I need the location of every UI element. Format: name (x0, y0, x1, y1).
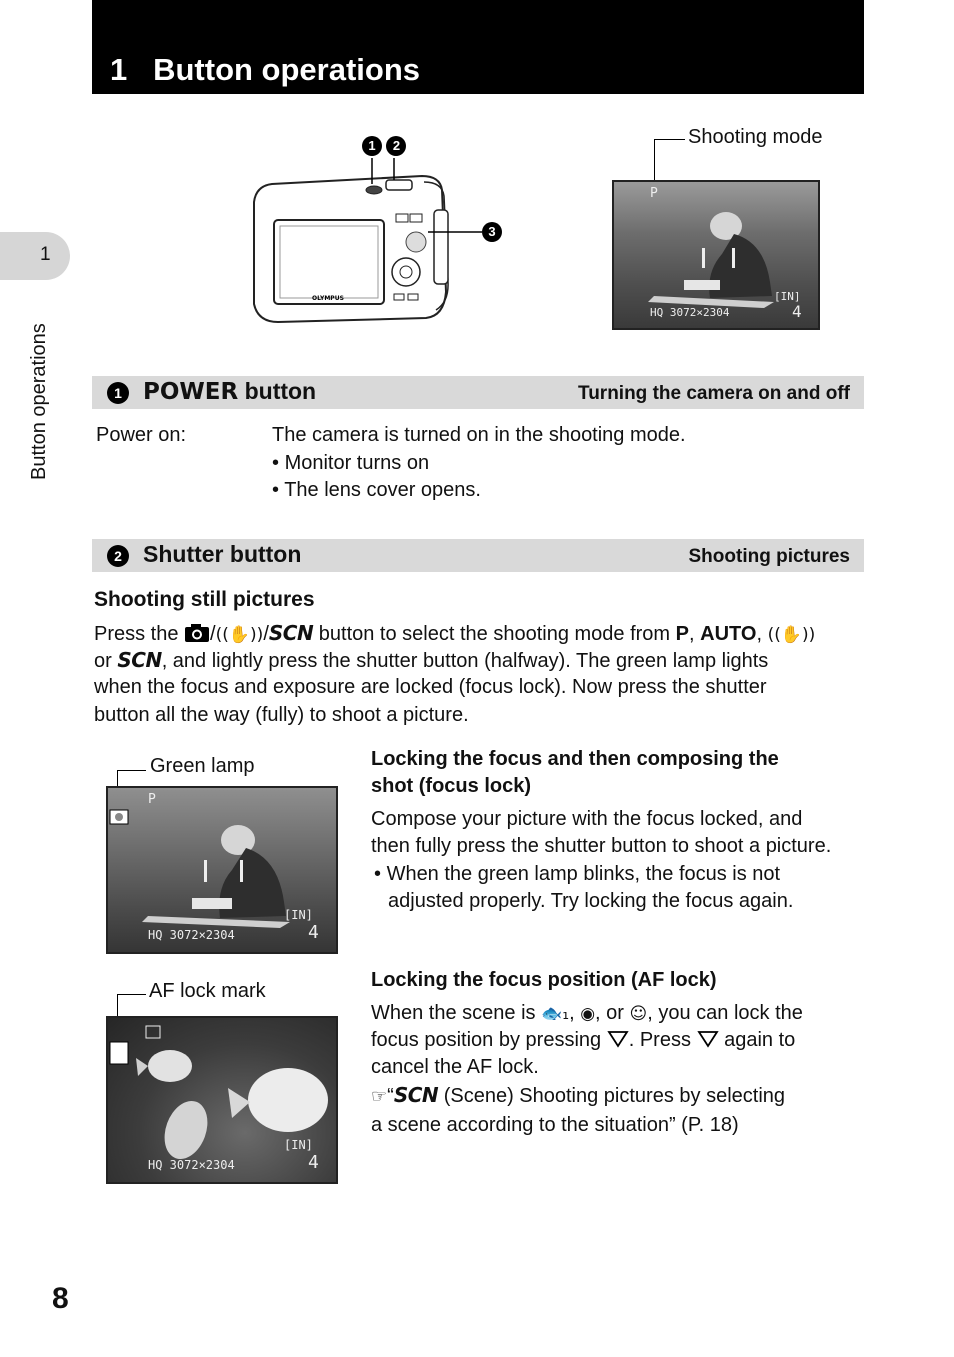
green-lamp-label: Green lamp (150, 755, 255, 777)
callout-1-2 (362, 136, 406, 156)
lcd-count-3: 4 (308, 1152, 319, 1173)
lcd-memory-3: [IN] (284, 1138, 313, 1152)
power-bullet-1-text: Monitor turns on (284, 452, 430, 474)
section-number-2: 2 (107, 545, 129, 567)
focus-lock-body-1: Compose your picture with the focus locked, and (371, 808, 803, 830)
focus-lock-heading-1: Locking the focus and then composing the (371, 748, 779, 770)
still-line-4: button all the way (fully) to shoot a picture. (94, 704, 469, 726)
underwater-macro-icon: ◉ (580, 1004, 596, 1024)
shooting-mode-leader (654, 139, 685, 182)
lcd-preview-2 (106, 786, 338, 954)
power-button-word: button (244, 378, 317, 404)
power-word: POWER (143, 379, 239, 405)
power-bullet-1: • Monitor turns on (272, 452, 430, 474)
arrow-down-icon-2 (697, 1030, 719, 1048)
arrow-down-icon (607, 1030, 629, 1048)
af-lock-heading: Locking the focus position (AF lock) (371, 969, 717, 991)
still-line-2: or SCN, and lightly press the shutter button (halfway). The green lamp lights (94, 648, 769, 672)
scn-icon-3: SCN (393, 1083, 439, 1107)
camera-illustration (244, 132, 514, 332)
anti-shake-icon-2: ((✋)) (767, 625, 816, 645)
chapter-number: 1 (110, 52, 128, 87)
af-lock-ref-2: a scene according to the situation” (P. 18) (371, 1114, 739, 1136)
side-tab-label: Button operations (28, 323, 50, 480)
anti-shake-icon: ((✋)) (215, 625, 264, 645)
section-bar-power (92, 376, 864, 409)
scn-icon-2: SCN (117, 648, 162, 672)
lcd-memory-2: [IN] (284, 908, 313, 922)
section-subtitle-power: Turning the camera on and off (578, 383, 850, 404)
page-number: 8 (52, 1282, 69, 1315)
af-lock-line-1: When the scene is 🐟₁, ◉, or ☺, you can lock the (371, 1002, 803, 1024)
shooting-mode-label: Shooting mode (688, 126, 823, 148)
underwater-wide-icon: 🐟₁ (541, 1004, 570, 1024)
af-lock-label: AF lock mark (149, 980, 266, 1002)
lcd-quality-2: HQ 3072×2304 (148, 928, 235, 942)
lcd-preview-1 (612, 180, 820, 330)
chapter-title-text: Button operations (153, 52, 421, 87)
section-subtitle-shutter: Shooting pictures (688, 546, 850, 567)
lcd-quality-3: HQ 3072×2304 (148, 1158, 235, 1172)
focus-lock-heading-2: shot (focus lock) (371, 775, 532, 797)
section-bar-shutter (92, 539, 864, 572)
lcd-count-2: 4 (308, 922, 319, 943)
af-lock-line-3: cancel the AF lock. (371, 1056, 539, 1078)
chapter-title (110, 52, 420, 88)
power-on-desc: The camera is turned on in the shooting mode. (272, 424, 686, 446)
scene-portrait-icon: ☺ (629, 1004, 648, 1024)
chapter-header (92, 0, 864, 94)
af-lock-ref-1: ☞“SCN (Scene) Shooting pictures by selecting (371, 1083, 786, 1107)
side-tab (0, 232, 70, 280)
callout-3-wrap (482, 222, 502, 242)
power-bullet-2: • The lens cover opens. (272, 479, 481, 501)
lcd-count: 4 (792, 302, 802, 321)
camera-mode-icon (184, 623, 210, 643)
scn-icon: SCN (268, 621, 314, 645)
callout-3: 3 (482, 222, 502, 242)
af-lock-line-2: focus position by pressing . Press again to (371, 1029, 796, 1051)
lcd-quality: HQ 3072×2304 (650, 306, 730, 319)
callout-1: 1 (362, 136, 382, 156)
callout-2: 2 (386, 136, 406, 156)
power-bullet-2-text: The lens cover opens. (284, 479, 481, 501)
section-title-shutter: Shutter button (143, 541, 302, 567)
power-on-term: Power on: (96, 424, 187, 446)
focus-lock-bullet-2: adjusted properly. Try locking the focus again. (388, 890, 794, 912)
focus-lock-body-2: then fully press the shutter button to shoot a picture. (371, 835, 832, 857)
reference-hand-icon: ☞ (371, 1086, 388, 1107)
camera-brand-logo: OLYMPUS (312, 295, 344, 302)
still-line-1: Press the /((✋))/SCN button to select the shooting mode from P, AUTO, ((✋)) (94, 621, 816, 645)
still-pictures-heading: Shooting still pictures (94, 588, 315, 611)
focus-lock-bullet-1: • When the green lamp blinks, the focus is not (374, 863, 781, 885)
lcd-mode-p: P (650, 186, 658, 201)
section-number-1: 1 (107, 382, 129, 404)
lcd-mode-p-2: P (148, 792, 156, 807)
lcd-memory: [IN] (774, 290, 801, 303)
camera-back-icon (244, 132, 514, 332)
still-line-3: when the focus and exposure are locked (focus lock). Now press the shutter (94, 676, 767, 698)
lcd-preview-3 (106, 1016, 338, 1184)
side-tab-number: 1 (40, 244, 51, 265)
section-title-power (143, 378, 316, 405)
